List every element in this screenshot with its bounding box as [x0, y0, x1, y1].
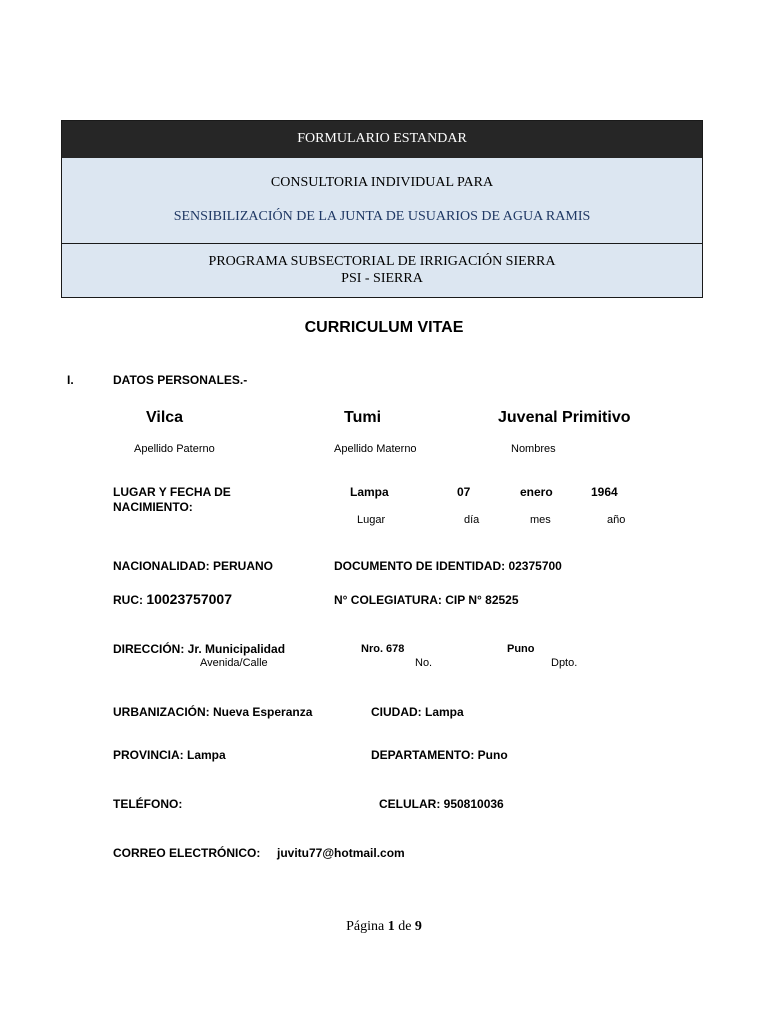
- address-street: DIRECCIÓN: Jr. Municipalidad: [113, 642, 286, 656]
- cv-title: CURRICULUM VITAE: [304, 319, 464, 336]
- urbanizacion: URBANIZACIÓN: Nueva Esperanza: [113, 705, 313, 719]
- nationality: NACIONALIDAD: PERUANO: [113, 559, 273, 573]
- birth-year-label: año: [607, 514, 626, 526]
- given-names: Juvenal Primitivo: [498, 409, 631, 426]
- address-number-caption: No.: [415, 657, 433, 669]
- ruc-label: RUC:: [113, 593, 147, 607]
- header-title-row: [62, 121, 702, 158]
- section-title: DATOS PERSONALES.-: [113, 373, 248, 387]
- birth-day-label: día: [464, 514, 480, 526]
- program-line: PROGRAMA SUBSECTORIAL DE IRRIGACIÓN SIERRA: [208, 254, 556, 269]
- page-of: de: [398, 919, 412, 934]
- birth-year: 1964: [591, 485, 618, 499]
- birth-label-line2: NACIMIENTO:: [113, 500, 193, 514]
- ruc-value: 10023757007: [146, 591, 232, 607]
- paternal-surname-label: Apellido Paterno: [134, 443, 215, 455]
- birth-place: Lampa: [350, 485, 389, 499]
- header-program-row: [62, 244, 702, 297]
- form-title: FORMULARIO ESTANDAR: [297, 131, 467, 146]
- email-label: CORREO ELECTRÓNICO:: [113, 846, 261, 860]
- page-number: [0, 919, 768, 935]
- telefono: TELÉFONO:: [113, 797, 183, 811]
- provincia: PROVINCIA: Lampa: [113, 748, 226, 762]
- maternal-surname: Tumi: [344, 409, 382, 426]
- program-code: PSI - SIERRA: [341, 271, 423, 286]
- id-document: DOCUMENTO DE IDENTIDAD: 02375700: [334, 559, 562, 573]
- paternal-surname: Vilca: [146, 409, 184, 426]
- project-line: SENSIBILIZACIÓN DE LA JUNTA DE USUARIOS DE AGUA RAMIS: [173, 209, 591, 224]
- birth-label-line1: LUGAR Y FECHA DE: [113, 485, 231, 499]
- address-dept: Puno: [507, 643, 535, 655]
- address-dept-caption: Dpto.: [551, 657, 578, 669]
- consultancy-line: CONSULTORIA INDIVIDUAL PARA: [270, 175, 494, 190]
- header-consultancy-row: [62, 158, 702, 244]
- page-current: 1: [387, 919, 395, 934]
- birth-month: enero: [520, 485, 553, 499]
- departamento: DEPARTAMENTO: Puno: [371, 748, 508, 762]
- birth-day: 07: [457, 485, 471, 499]
- ruc-field: [113, 591, 232, 609]
- page-prefix: Página: [346, 919, 385, 934]
- address-number: Nro. 678: [361, 643, 405, 655]
- given-names-label: Nombres: [511, 443, 556, 455]
- celular: CELULAR: 950810036: [379, 797, 504, 811]
- colegiatura: N° COLEGIATURA: CIP N° 82525: [334, 593, 519, 607]
- birth-place-label: Lugar: [357, 514, 386, 526]
- maternal-surname-label: Apellido Materno: [334, 443, 417, 455]
- header-table: [61, 120, 703, 298]
- section-number: I.: [67, 373, 74, 387]
- birth-month-label: mes: [530, 514, 551, 526]
- ciudad: CIUDAD: Lampa: [371, 705, 464, 719]
- email-value: juvitu77@hotmail.com: [277, 846, 405, 860]
- address-street-caption: Avenida/Calle: [200, 657, 268, 669]
- page-total: 9: [414, 919, 422, 934]
